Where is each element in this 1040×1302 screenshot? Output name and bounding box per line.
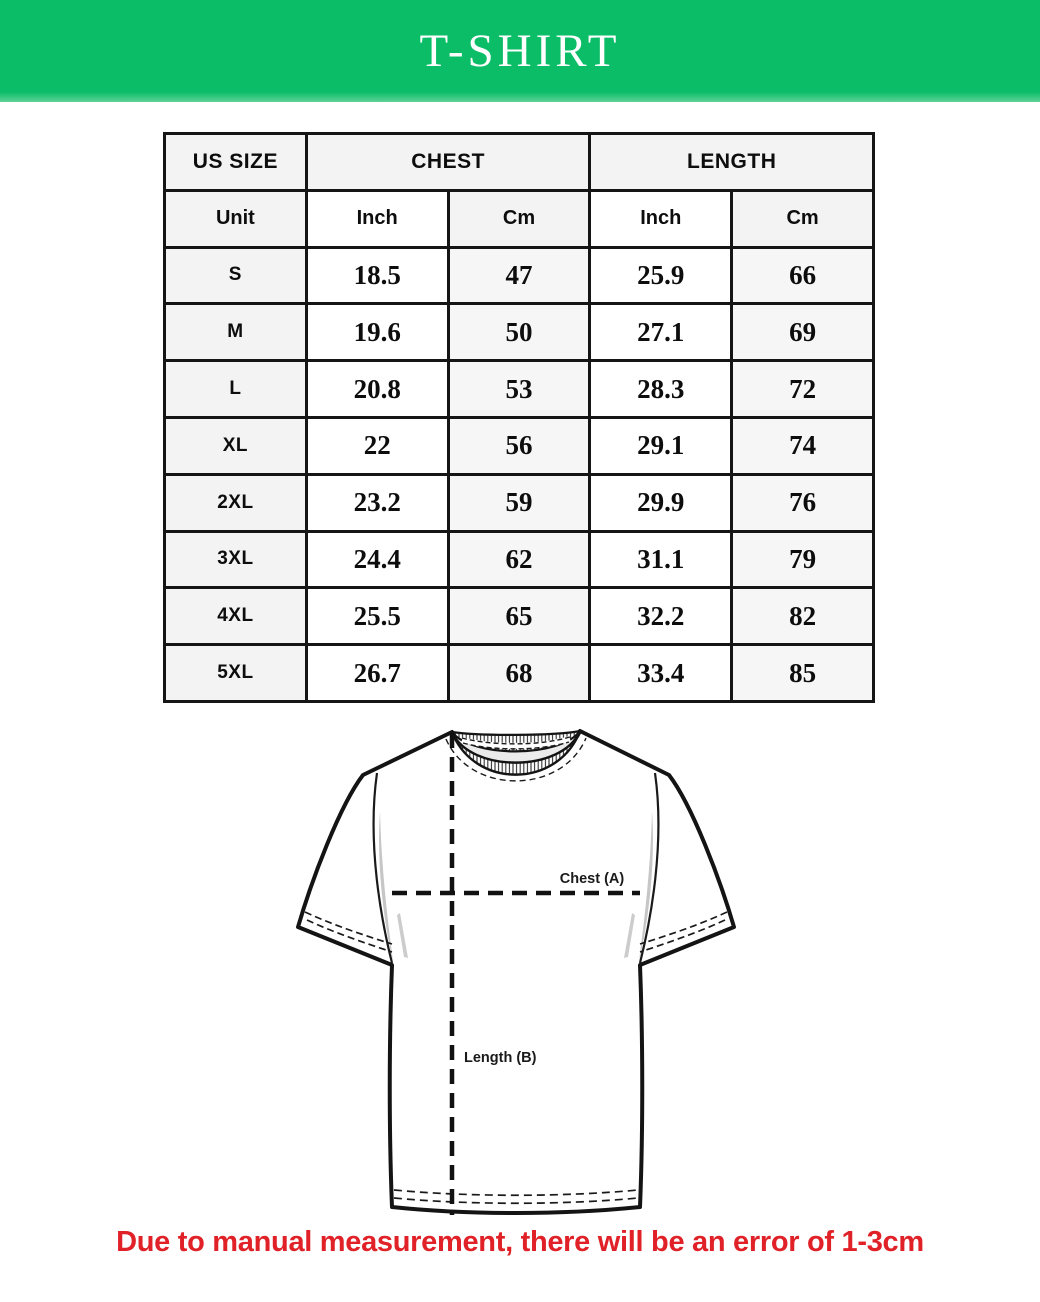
chest-inch-cell: 19.6 — [308, 305, 447, 359]
tshirt-diagram — [288, 713, 752, 1225]
title-banner — [0, 0, 1040, 102]
length-inch-cell: 29.1 — [591, 419, 730, 473]
size-cell: 3XL — [166, 533, 305, 587]
size-cell: 2XL — [166, 476, 305, 530]
chest-inch-header-cell: Inch — [308, 192, 447, 246]
length-inch-header-cell: Inch — [591, 192, 730, 246]
page-title: T-SHIRT — [419, 25, 621, 77]
chest-inch-cell: 22 — [308, 419, 447, 473]
length-cm-cell: 74 — [733, 419, 872, 473]
length-measure-label: Length (B) — [464, 1050, 537, 1066]
column-header-chest: CHEST — [308, 135, 589, 189]
chest-inch-cell: 24.4 — [308, 533, 447, 587]
size-chart-table — [163, 132, 875, 703]
chest-cm-cell: 53 — [450, 362, 589, 416]
chest-cm-cell: 59 — [450, 476, 589, 530]
chest-cm-header-cell: Cm — [450, 192, 589, 246]
size-cell: M — [166, 305, 305, 359]
chest-inch-cell: 26.7 — [308, 646, 447, 700]
size-cell: S — [166, 249, 305, 303]
length-cm-cell: 82 — [733, 589, 872, 643]
unit-header-cell: Unit — [166, 192, 305, 246]
size-cell: L — [166, 362, 305, 416]
chest-inch-cell: 25.5 — [308, 589, 447, 643]
length-inch-cell: 32.2 — [591, 589, 730, 643]
column-header-us-size: US SIZE — [166, 135, 305, 189]
size-cell: 4XL — [166, 589, 305, 643]
chest-inch-cell: 18.5 — [308, 249, 447, 303]
chest-cm-cell: 47 — [450, 249, 589, 303]
chest-inch-cell: 20.8 — [308, 362, 447, 416]
length-cm-cell: 85 — [733, 646, 872, 700]
length-cm-cell: 76 — [733, 476, 872, 530]
length-inch-cell: 29.9 — [591, 476, 730, 530]
size-cell: XL — [166, 419, 305, 473]
length-cm-cell: 69 — [733, 305, 872, 359]
size-cell: 5XL — [166, 646, 305, 700]
length-cm-cell: 72 — [733, 362, 872, 416]
length-inch-cell: 28.3 — [591, 362, 730, 416]
chest-cm-cell: 50 — [450, 305, 589, 359]
length-cm-cell: 79 — [733, 533, 872, 587]
length-inch-cell: 33.4 — [591, 646, 730, 700]
length-cm-cell: 66 — [733, 249, 872, 303]
chest-cm-cell: 65 — [450, 589, 589, 643]
column-header-length: LENGTH — [591, 135, 872, 189]
length-cm-header-cell: Cm — [733, 192, 872, 246]
chest-cm-cell: 56 — [450, 419, 589, 473]
measurement-disclaimer: Due to manual measurement, there will be an error of 1-3cm — [116, 1226, 924, 1258]
tshirt-body-outline — [298, 731, 734, 1213]
chest-measure-label: Chest (A) — [559, 871, 625, 887]
length-inch-cell: 25.9 — [591, 249, 730, 303]
chest-cm-cell: 68 — [450, 646, 589, 700]
length-inch-cell: 31.1 — [591, 533, 730, 587]
chest-cm-cell: 62 — [450, 533, 589, 587]
length-inch-cell: 27.1 — [591, 305, 730, 359]
chest-inch-cell: 23.2 — [308, 476, 447, 530]
